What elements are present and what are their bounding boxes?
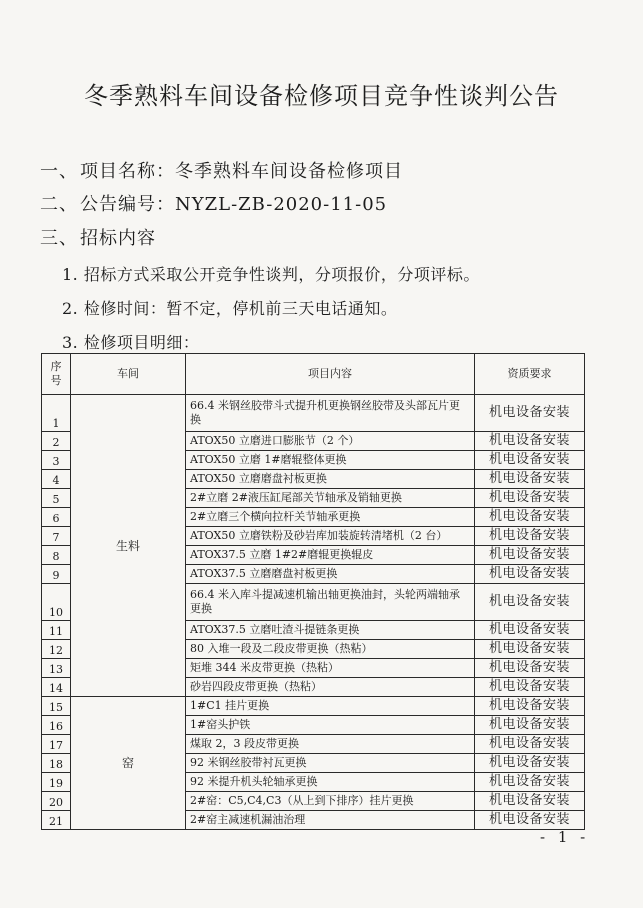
row-qualification: 机电设备安装 (475, 470, 585, 489)
row-item: 80 入堆一段及二段皮带更换（热粘） (186, 640, 475, 659)
row-number: 5 (42, 489, 71, 508)
row-item: 1#C1 挂片更换 (186, 697, 475, 716)
section-2-number: 二、 (40, 194, 78, 215)
row-item: 2#窑：C5,C4,C3（从上到下排序）挂片更换 (186, 792, 475, 811)
project-name-line (40, 157, 403, 183)
row-number: 21 (42, 811, 71, 830)
row-qualification: 机电设备安装 (475, 584, 585, 621)
row-item: 1#窑头护铁 (186, 716, 475, 735)
section-1-number: 一、 (40, 161, 78, 182)
row-item: 2#立磨三个横向拉杆关节轴承更换 (186, 508, 475, 527)
row-qualification: 机电设备安装 (475, 754, 585, 773)
document-title: 冬季熟料车间设备检修项目竞争性谈判公告 (84, 82, 559, 110)
row-number: 3 (42, 451, 71, 470)
row-number: 18 (42, 754, 71, 773)
item-details-paragraph: 3. 检修项目明细： (62, 333, 200, 352)
row-number: 13 (42, 659, 71, 678)
header-seq-line1: 序 (50, 360, 62, 373)
row-item: ATOX37.5 立磨吐渣斗提链条更换 (186, 621, 475, 640)
row-qualification: 机电设备安装 (475, 735, 585, 754)
row-qualification: 机电设备安装 (475, 395, 585, 432)
workshop-kiln: 窑 (71, 697, 186, 830)
row-number: 9 (42, 565, 71, 584)
row-number: 19 (42, 773, 71, 792)
row-qualification: 机电设备安装 (475, 640, 585, 659)
header-item-content: 项目内容 (186, 354, 475, 395)
maintenance-items-table (41, 353, 585, 830)
row-number: 16 (42, 716, 71, 735)
header-seq-no (42, 354, 71, 395)
row-qualification: 机电设备安装 (475, 678, 585, 697)
row-number: 8 (42, 546, 71, 565)
row-number: 15 (42, 697, 71, 716)
row-number: 17 (42, 735, 71, 754)
row-item: 66.4 米钢丝胶带斗式提升机更换钢丝胶带及头部瓦片更换 (186, 395, 475, 432)
row-qualification: 机电设备安装 (475, 773, 585, 792)
row-qualification: 机电设备安装 (475, 546, 585, 565)
row-qualification: 机电设备安装 (475, 811, 585, 830)
row-qualification: 机电设备安装 (475, 792, 585, 811)
table-row (42, 395, 585, 432)
project-name-label: 项目名称： (80, 161, 175, 182)
notice-number-label: 公告编号： (80, 194, 175, 215)
row-number: 20 (42, 792, 71, 811)
row-item: ATOX50 立磨铁粉及砂岩库加装旋转清堵机（2 台） (186, 527, 475, 546)
row-number: 14 (42, 678, 71, 697)
row-qualification: 机电设备安装 (475, 621, 585, 640)
row-qualification: 机电设备安装 (475, 432, 585, 451)
workshop-raw-material: 生料 (71, 395, 186, 697)
row-item: ATOX37.5 立磨磨盘衬板更换 (186, 565, 475, 584)
table-header-row (42, 354, 585, 395)
header-seq-line2: 号 (50, 374, 62, 387)
maintenance-time-paragraph: 2. 检修时间：暂不定，停机前三天电话通知。 (62, 299, 398, 318)
row-number: 10 (42, 584, 71, 621)
row-item: 矩堆 344 米皮带更换（热粘） (186, 659, 475, 678)
row-item: 砂岩四段皮带更换（热粘） (186, 678, 475, 697)
row-item: 92 米提升机头轮轴承更换 (186, 773, 475, 792)
row-number: 2 (42, 432, 71, 451)
row-qualification: 机电设备安装 (475, 451, 585, 470)
row-number: 7 (42, 527, 71, 546)
row-item: 92 米钢丝胶带衬瓦更换 (186, 754, 475, 773)
row-qualification: 机电设备安装 (475, 489, 585, 508)
row-number: 6 (42, 508, 71, 527)
project-name-value: 冬季熟料车间设备检修项目 (175, 161, 403, 182)
row-number: 4 (42, 470, 71, 489)
row-item: 2#立磨 2#液压缸尾部关节轴承及销轴更换 (186, 489, 475, 508)
tender-method-paragraph: 1. 招标方式采取公开竞争性谈判，分项报价，分项评标。 (62, 265, 480, 284)
header-workshop: 车间 (71, 354, 186, 395)
header-qualification: 资质要求 (475, 354, 585, 395)
row-item: 煤取 2，3 段皮带更换 (186, 735, 475, 754)
row-item: ATOX50 立磨进口膨胀节（2 个） (186, 432, 475, 451)
row-number: 1 (42, 395, 71, 432)
row-item: ATOX50 立磨 1#磨辊整体更换 (186, 451, 475, 470)
row-qualification: 机电设备安装 (475, 508, 585, 527)
row-qualification: 机电设备安装 (475, 565, 585, 584)
row-qualification: 机电设备安装 (475, 527, 585, 546)
section-3-number: 三、 (40, 228, 78, 249)
row-number: 11 (42, 621, 71, 640)
row-qualification: 机电设备安装 (475, 697, 585, 716)
row-item: ATOX50 立磨磨盘衬板更换 (186, 470, 475, 489)
row-item: ATOX37.5 立磨 1#2#磨辊更换辊皮 (186, 546, 475, 565)
row-item: 2#窑主减速机漏油治理 (186, 811, 475, 830)
notice-number-line (40, 190, 387, 216)
row-item: 66.4 米入库斗提减速机输出轴更换油封，头轮两端轴承更换 (186, 584, 475, 621)
row-number: 12 (42, 640, 71, 659)
page-number: - 1 - (540, 828, 590, 846)
table-row (42, 697, 585, 716)
tender-content-heading (40, 224, 156, 250)
row-qualification: 机电设备安装 (475, 716, 585, 735)
notice-number-value: NYZL-ZB-2020-11-05 (175, 194, 388, 215)
tender-content-label: 招标内容 (80, 228, 156, 249)
row-qualification: 机电设备安装 (475, 659, 585, 678)
